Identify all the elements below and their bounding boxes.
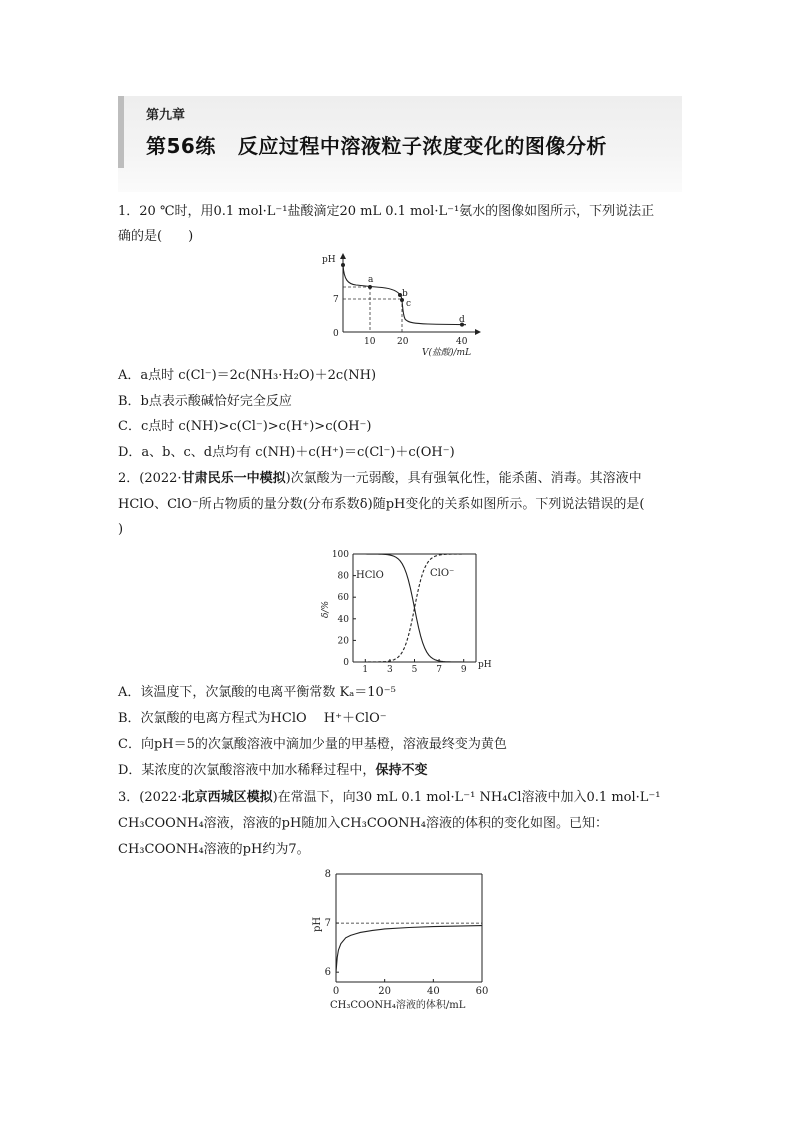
q1-stem-line2: 确的是( ) — [118, 229, 194, 244]
x-tick-label: 20 — [378, 986, 392, 997]
q3-ph-chart — [300, 866, 510, 1016]
q2-option-d-bold: 保持不变 — [375, 763, 428, 778]
y-axis-label: pH — [312, 916, 323, 932]
y-tick-label: 0 — [343, 658, 349, 668]
y-axis-label: pH — [322, 255, 336, 265]
q3-stem-line2: CH₃COONH₄溶液，溶液的pH随加入CH₃COONH₄溶液的体积的变化如图。已知： — [118, 816, 609, 831]
y-tick-label: 20 — [337, 636, 349, 647]
y-tick-label: 80 — [337, 571, 349, 582]
y-tick-label: 8 — [324, 869, 331, 880]
x-axis-label: CH₃COONH₄溶液的体积/mL — [330, 1000, 466, 1011]
x-tick-label: 0 — [332, 986, 340, 997]
q1-stem-line1: 1．20 ℃时，用0.1 mol·L⁻¹盐酸滴定20 mL 0.1 mol·L⁻¹氨水的图像如图所示，下列说法正 — [118, 204, 655, 219]
y-tick-0: 0 — [333, 329, 339, 339]
x-tick-10: 10 — [364, 337, 376, 347]
x-tick-label: 60 — [475, 986, 489, 997]
q2-option-b[interactable]: B．次氯酸的电离方程式为HClO H⁺＋ClO⁻ — [118, 711, 387, 726]
q2-stem-line2: HClO、ClO⁻所占物质的量分数(分布系数δ)随pH变化的关系如图所示。下列说法错误的是( — [118, 497, 645, 512]
q2-source: 甘肃民乐一中模拟 — [181, 471, 286, 486]
q2-option-d-text: D．某浓度的次氯酸溶液中加水稀释过程中， — [118, 763, 376, 778]
q1-option-c[interactable]: C．c点时 c(NH)>c(Cl⁻)>c(H⁺)>c(OH⁻) — [118, 419, 372, 434]
q2-number: 2．(2022· — [118, 471, 182, 486]
q1-option-d[interactable]: D．a、b、c、d点均有 c(NH)＋c(H⁺)＝c(Cl⁻)＋c(OH⁻) — [118, 445, 455, 460]
x-tick-label: 9 — [460, 665, 467, 674]
q2-stem-line3: ) — [118, 522, 124, 537]
legend-hclo: HClO — [356, 570, 384, 581]
q3-number: 3．(2022· — [118, 790, 182, 805]
y-axis-label: δ/% — [321, 600, 331, 618]
y-tick-label: 100 — [331, 550, 349, 560]
x-axis-label: pH — [478, 660, 492, 670]
q2-stem-text: )次氯酸为一元弱酸，具有强氧化性，能杀菌、消毒。其溶液中 — [285, 471, 642, 486]
q3-stem-text: )在常温下，向30 mL 0.1 mol·L⁻¹ NH₄Cl溶液中加入0.1 mol·L⁻¹ — [272, 790, 661, 805]
point-start — [341, 263, 345, 267]
q3-source: 北京西城区模拟 — [181, 790, 273, 805]
q2-y-ticks — [332, 550, 356, 668]
q2-distribution-chart — [318, 546, 498, 674]
legend-clo: ClO⁻ — [430, 568, 455, 579]
q2-option-d[interactable] — [118, 762, 427, 780]
chapter-label: 第九章 — [146, 108, 186, 123]
label-b: b — [402, 289, 408, 299]
q2-option-a[interactable]: A．该温度下，次氯酸的电离平衡常数 Kₐ＝10⁻⁵ — [118, 685, 396, 700]
ph-curve — [336, 926, 482, 973]
title-number: 第56练 — [146, 134, 216, 158]
q1-option-b[interactable]: B．b点表示酸碱恰好完全反应 — [118, 394, 292, 409]
label-d: d — [459, 315, 465, 325]
q2-x-ticks — [362, 659, 466, 674]
page-title — [146, 130, 607, 159]
q3-stem-line1 — [118, 789, 661, 807]
x-tick-label: 3 — [387, 665, 393, 674]
header-accent-bar — [118, 96, 124, 168]
x-tick-20: 20 — [397, 337, 409, 347]
q1-option-a[interactable]: A．a点时 c(Cl⁻)＝2c(NH₃·H₂O)＋2c(NH) — [118, 368, 377, 383]
y-tick-label: 7 — [324, 918, 331, 930]
y-tick-label: 40 — [337, 614, 349, 625]
q3-stem-line3: CH₃COONH₄溶液的pH约为7。 — [118, 842, 310, 857]
x-tick-label: 1 — [362, 665, 369, 674]
q2-option-c[interactable]: C．向pH＝5的次氯酸溶液中滴加少量的甲基橙，溶液最终变为黄色 — [118, 737, 507, 752]
q2-stem-line1 — [118, 470, 642, 488]
x-tick-label: 7 — [436, 665, 442, 674]
q1-titration-chart — [318, 250, 488, 360]
y-tick-label: 60 — [337, 593, 349, 604]
y-tick-label: 6 — [324, 967, 331, 979]
y-tick-7: 7 — [333, 295, 339, 305]
title-text: 反应过程中溶液粒子浓度变化的图像分析 — [237, 134, 607, 158]
x-axis-label: V(盐酸)/mL — [422, 348, 472, 358]
point-a — [368, 285, 372, 289]
label-c: c — [406, 299, 412, 309]
x-tick-label: 40 — [426, 986, 440, 997]
x-tick-40: 40 — [456, 337, 468, 347]
x-tick-label: 5 — [411, 665, 418, 674]
label-a: a — [368, 275, 374, 285]
